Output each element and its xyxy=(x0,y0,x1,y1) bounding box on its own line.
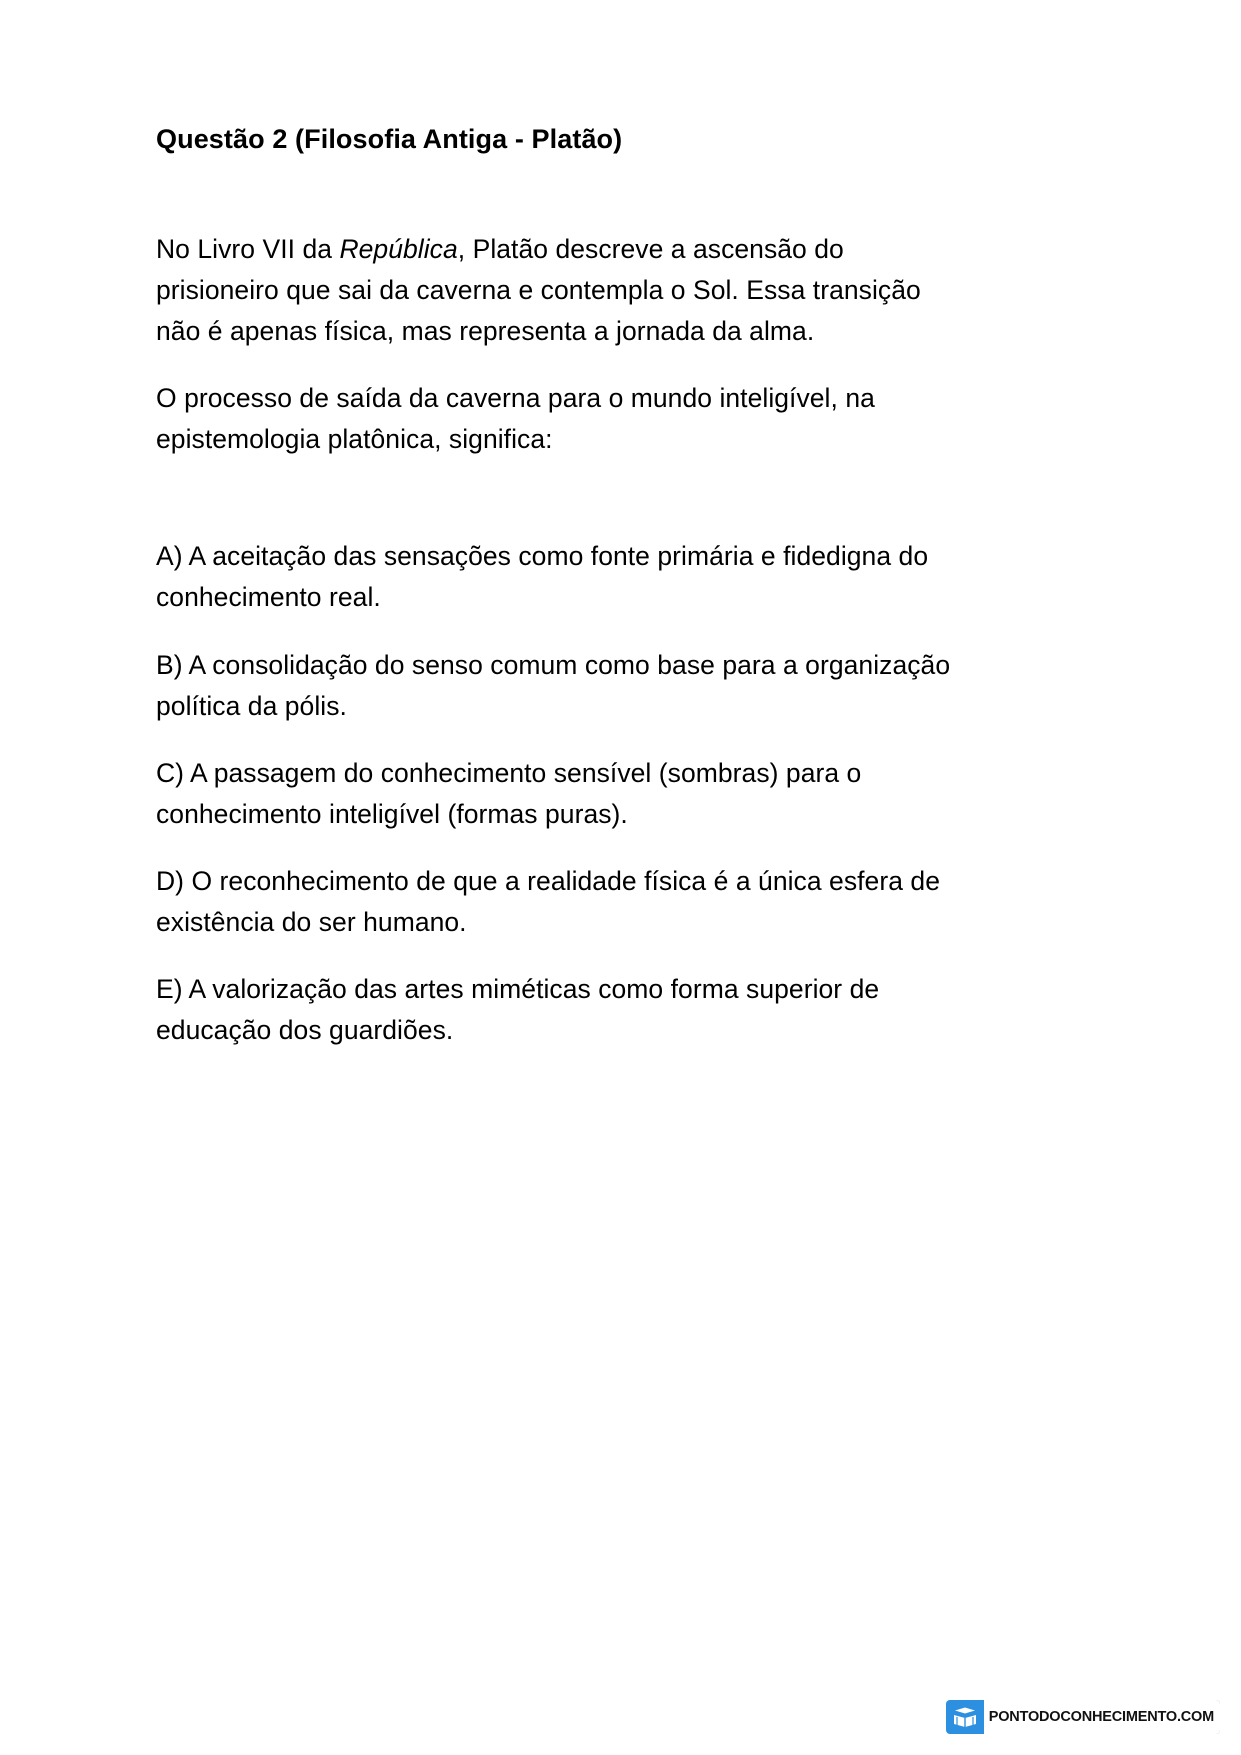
spacer xyxy=(156,352,956,378)
question-stem: O processo de saída da caverna para o mundo inteligível, na epistemologia platônica, significa: xyxy=(156,383,875,455)
option-d[interactable]: D) O reconhecimento de que a realidade física é a única esfera de existência do ser humano. xyxy=(156,865,940,937)
intro-text-after: , Platão descreve a ascensão do prisioneiro que sai da caverna e contempla o Sol. Essa transição não é apenas física, mas representa a jornada da alma. xyxy=(156,234,921,347)
work-title-republica: República xyxy=(339,234,458,265)
option-e[interactable]: E) A valorização das artes miméticas como forma superior de educação dos guardiões. xyxy=(156,973,880,1045)
intro-text-before: No Livro VII da xyxy=(156,234,340,265)
spacer xyxy=(156,157,956,229)
document-body xyxy=(156,122,956,1051)
spacer xyxy=(156,943,956,969)
book-reader-icon xyxy=(946,1700,984,1734)
spacer xyxy=(156,835,956,861)
page-title: Questão 2 (Filosofia Antiga - Platão) xyxy=(156,124,623,154)
option-b[interactable]: B) A consolidação do senso comum como base para a organização política da pólis. xyxy=(156,649,951,721)
intro-paragraph xyxy=(156,229,956,352)
watermark-badge[interactable] xyxy=(946,1700,1220,1734)
spacer xyxy=(156,619,956,645)
option-a[interactable]: A) A aceitação das sensações como fonte primária e fidedigna do conhecimento real. xyxy=(156,541,929,613)
option-c[interactable]: C) A passagem do conhecimento sensível (sombras) para o conhecimento inteligível (formas puras). xyxy=(156,757,862,829)
spacer xyxy=(156,460,956,536)
answer-options xyxy=(156,536,956,1051)
watermark-label: PONTODOCONHECIMENTO.COM xyxy=(984,1700,1220,1734)
spacer xyxy=(156,727,956,753)
